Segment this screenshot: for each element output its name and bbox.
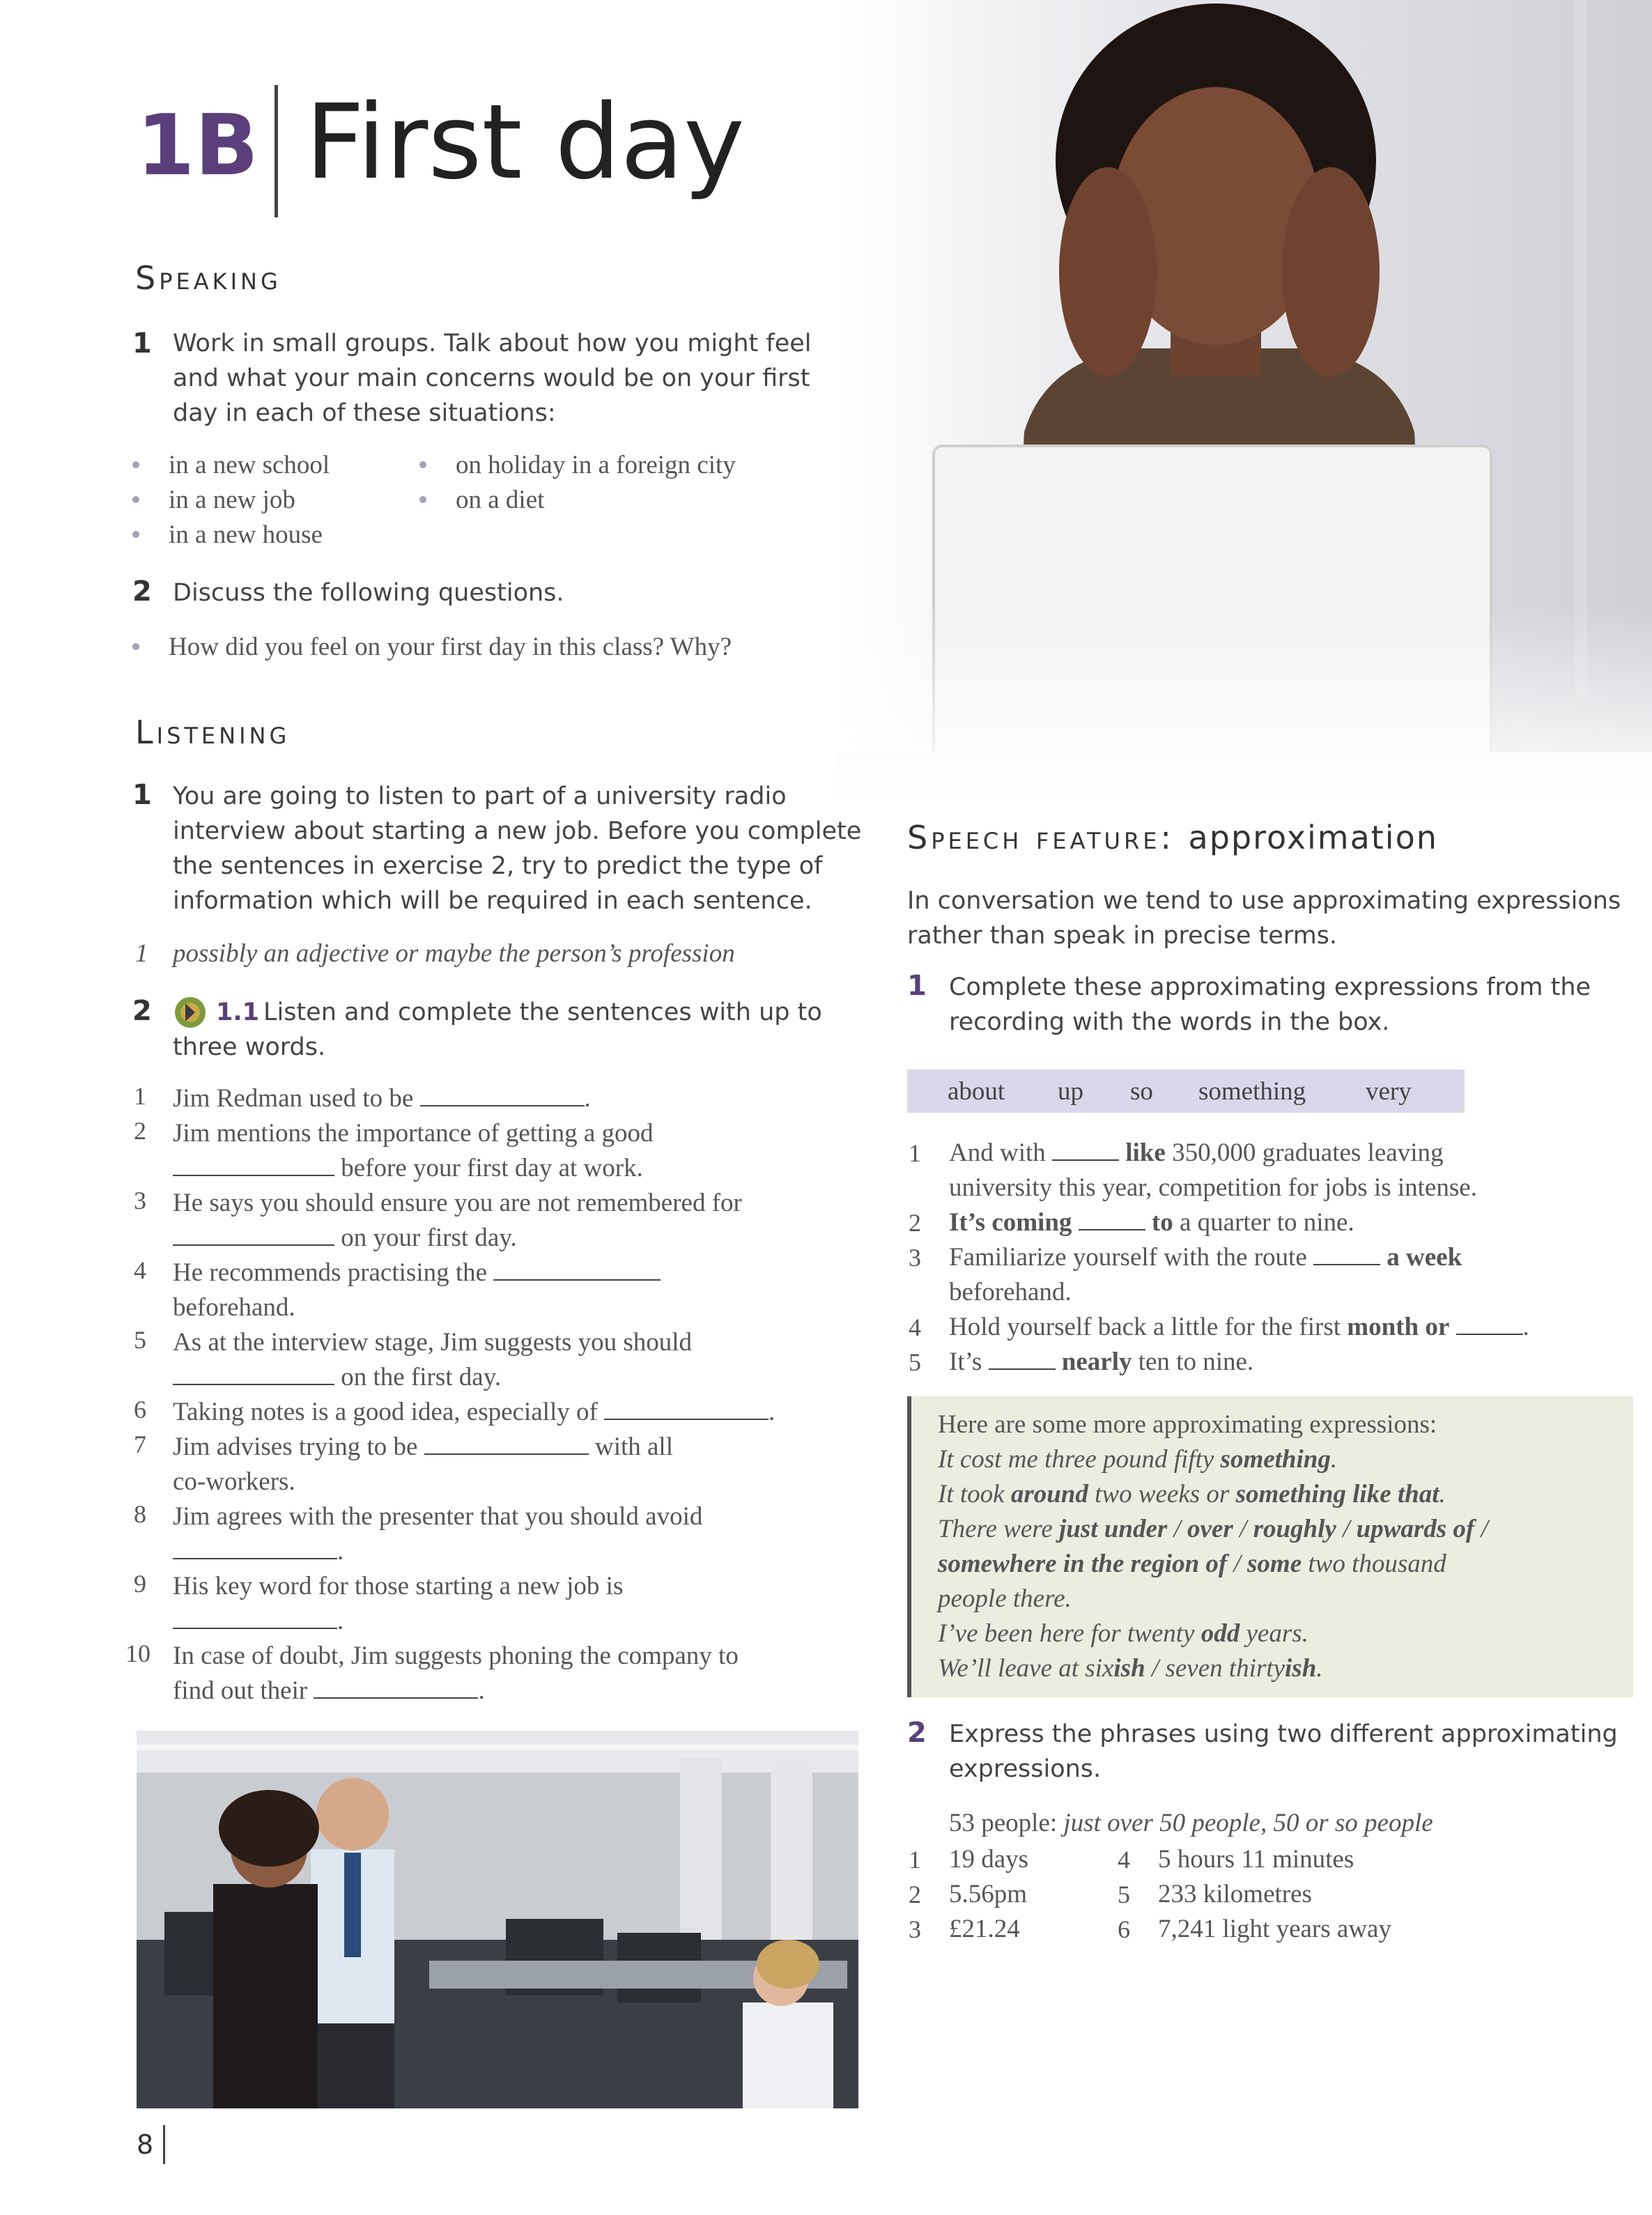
bullet-icon [132,496,139,503]
answer-blank[interactable] [989,1368,1056,1370]
office-photo [137,1731,858,2108]
item-number: 5 [134,1326,146,1354]
situation-bullet: on a diet [419,483,544,518]
listening-item: . [173,1604,343,1639]
listening-item: He recommends practising the [173,1256,661,1290]
listening-heading: Listening [135,713,291,751]
item-number: 10 [125,1639,150,1667]
sf-ex2-item: 5 hours 11 minutes [1158,1845,1354,1874]
situation-bullet: on holiday in a foreign city [419,448,736,483]
woman-laptop-photo [836,0,1652,808]
answer-blank[interactable] [424,1453,589,1455]
speech-feature-heading [907,819,1438,857]
sf-item: university this year, competition for jobs is intense. [949,1173,1477,1202]
bullet-icon [419,496,426,503]
answer-blank[interactable] [420,1104,585,1106]
bullet-icon [132,531,139,538]
item-number: 4 [1118,1846,1130,1874]
speaking-ex1-number: 1 [132,327,152,360]
listening-item: on your first day. [173,1221,517,1256]
listening-ex2-number: 2 [132,995,152,1027]
item-number: 3 [909,1915,921,1943]
question-bullet: How did you feel on your first day in this class? Why? [132,630,732,665]
intro-line: rather than speak in precise terms. [907,922,1338,950]
sf-ex2-item: 233 kilometres [1158,1880,1312,1908]
listening-item: on the first day. [173,1360,501,1395]
bullet-icon [132,643,139,650]
listening-item: In case of doubt, Jim suggests phoning the company to [173,1642,739,1670]
item-number: 3 [134,1187,146,1214]
speaking-ex1-text [173,326,870,431]
answer-blank[interactable] [173,1557,337,1559]
sf-ex2-line: Express the phrases using two different approximating [949,1720,1618,1748]
answer-blank[interactable] [1456,1333,1523,1335]
speaking-ex2-text: Discuss the following questions. [173,579,564,607]
item-number: 3 [909,1244,921,1272]
sf-ex1-line: recording with the words in the box. [949,1008,1390,1036]
sf-ex2-line: expressions. [949,1755,1102,1783]
speaking-ex1-line: and what your main concerns would be on your first [173,364,810,392]
note-example: There were just under / over / roughly / upwards of / [938,1515,1488,1543]
speaking-ex1-line: day in each of these situations: [173,399,556,427]
sf-ex2-number: 2 [907,1717,927,1749]
note-example: somewhere in the region of / some two thousand [938,1550,1446,1578]
speaking-ex1-line: Work in small groups. Talk about how you might feel [173,330,812,357]
sf-ex2-item: 19 days [949,1845,1029,1874]
sf-ex2-item: 5.56pm [949,1880,1028,1908]
answer-blank[interactable] [173,1627,337,1629]
listening-item: As at the interview stage, Jim suggests you should [173,1328,693,1357]
sf-item: It’s nearly ten to nine. [949,1348,1254,1376]
word-box-item: up [1058,1077,1083,1106]
word-box-item: something [1198,1077,1306,1106]
sf-ex2-item: £21.24 [949,1915,1020,1943]
sf-ex2-item: 7,241 light years away [1158,1915,1391,1943]
word-box-item: very [1366,1077,1412,1106]
listening-item: . [173,1534,343,1569]
item-number: 4 [134,1256,146,1284]
speech-feature-intro [907,883,1646,953]
item-number: 6 [1118,1915,1130,1943]
item-number: 4 [909,1313,921,1341]
sf-ex1-number: 1 [907,970,927,1002]
speech-feature-prefix: Speech feature: [907,819,1175,856]
answer-blank[interactable] [604,1418,769,1420]
listening-item: before your first day at work. [173,1151,643,1186]
listening-example: possibly an adjective or maybe the person’s profession [173,939,735,968]
answer-blank[interactable] [493,1279,661,1281]
item-number: 8 [134,1500,146,1528]
listening-item: co-workers. [173,1467,295,1496]
note-example: It took around two weeks or something like that. [938,1480,1446,1508]
listening-ex1-line: information which will be required in each sentence. [173,887,812,915]
unit-number: 1B [137,98,258,194]
speech-feature-word: approximation [1188,819,1438,856]
sf-item: Hold yourself back a little for the first month or . [949,1313,1529,1341]
audio-track-number: 1.1 [216,998,260,1026]
word-box-item: so [1130,1077,1153,1106]
listening-item: Jim advises trying to be with all [173,1433,673,1461]
note-intro: Here are some more approximating expressions: [938,1410,1437,1439]
sf-item: beforehand. [949,1278,1072,1306]
answer-blank[interactable] [173,1383,334,1385]
item-number: 2 [909,1881,921,1908]
listening-ex1-text [173,779,870,918]
item-number: 2 [134,1117,146,1145]
bullet-icon [132,461,139,468]
note-example: We’ll leave at sixish / seven thirtyish. [938,1654,1323,1683]
answer-blank[interactable] [1079,1228,1145,1230]
listening-item: His key word for those starting a new job is [173,1572,624,1600]
item-number: 1 [909,1846,921,1874]
audio-track-icon[interactable] [173,995,208,1033]
speaking-heading: Speaking [135,259,281,297]
listening-ex1-line: the sentences in exercise 2, try to predict the type of [173,852,823,880]
listening-item: Jim agrees with the presenter that you should avoid [173,1502,703,1531]
sf-ex2-example: 53 people: just over 50 people, 50 or so people [949,1809,1433,1837]
listening-ex1-number: 1 [132,779,152,811]
situation-bullet: in a new school [132,448,330,483]
answer-blank[interactable] [173,1244,334,1246]
sf-ex2-text [949,1717,1646,1786]
approximation-note-box [907,1396,1633,1697]
item-number: 1 [134,1082,146,1110]
sf-ex1-text [949,970,1646,1040]
situation-bullet: in a new house [132,518,323,553]
speaking-ex2-number: 2 [132,576,152,608]
word-box [907,1070,1465,1113]
item-number: 1 [909,1139,921,1167]
listening-ex1-line: interview about starting a new job. Before you complete [173,817,862,845]
unit-title-divider [275,85,278,217]
item-number: 5 [1118,1881,1130,1908]
unit-title: First day [305,82,745,202]
note-example: It cost me three pound fifty something. [938,1445,1338,1474]
page-number-divider [163,2125,165,2164]
situation-bullet: in a new job [132,483,295,518]
item-number: 7 [134,1430,146,1458]
listening-item: beforehand. [173,1293,295,1322]
word-box-item: about [948,1077,1005,1106]
intro-line: In conversation we tend to use approximating expressions [907,887,1621,915]
listening-item: find out their . [173,1676,485,1705]
sf-item: Familiarize yourself with the route a week [949,1243,1462,1272]
listening-item: Jim Redman used to be . [173,1084,591,1113]
listening-item: Taking notes is a good idea, especially of . [173,1398,775,1426]
sf-item: It’s coming to a quarter to nine. [949,1208,1354,1237]
item-number: 6 [134,1396,146,1423]
answer-blank[interactable] [314,1697,478,1699]
listening-ex1-line: You are going to listen to part of a university radio [173,782,787,810]
answer-blank[interactable] [173,1174,334,1176]
answer-blank[interactable] [1313,1263,1380,1265]
listening-item: Jim mentions the importance of getting a good [173,1119,654,1148]
bullet-icon [419,461,426,468]
note-example: I’ve been here for twenty odd years. [938,1619,1309,1648]
answer-blank[interactable] [1052,1159,1119,1161]
listening-ex2-line2: three words. [173,1033,326,1061]
note-example: people there. [938,1584,1072,1613]
listening-example-number: 1 [135,939,148,968]
item-number: 9 [134,1570,146,1598]
item-number: 5 [909,1348,921,1376]
item-number: 2 [909,1209,921,1237]
page-number: 8 [137,2129,154,2160]
sf-item: And with like 350,000 graduates leaving [949,1139,1444,1167]
listening-ex2-line1: Listen and complete the sentences with up to [263,998,822,1026]
sf-ex1-line: Complete these approximating expressions from the [949,973,1591,1001]
listening-item: He says you should ensure you are not remembered for [173,1189,742,1217]
